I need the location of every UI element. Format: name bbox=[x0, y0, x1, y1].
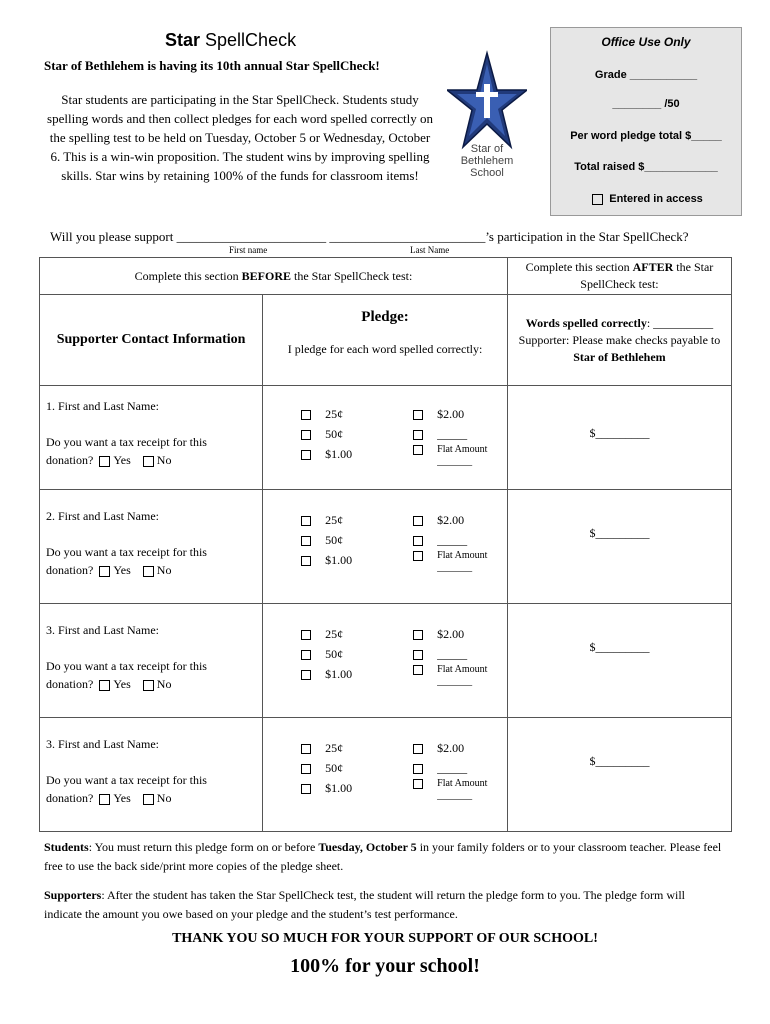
option-1: $1.00 bbox=[325, 667, 353, 681]
checkbox-25c[interactable] bbox=[301, 744, 311, 754]
name-label[interactable]: 1. First and Last Name: bbox=[46, 399, 159, 413]
name-label[interactable]: 2. First and Last Name: bbox=[46, 509, 159, 523]
no-checkbox[interactable] bbox=[143, 566, 154, 577]
entered-label: Entered in access bbox=[609, 193, 703, 205]
pledge-options-cell bbox=[263, 490, 508, 604]
tax-q2: donation? bbox=[46, 453, 94, 467]
before-pre: Complete this section bbox=[134, 268, 242, 283]
logo-line-3: School bbox=[470, 167, 504, 179]
supporters-note bbox=[44, 886, 724, 924]
yes-checkbox[interactable] bbox=[99, 456, 110, 467]
option-25c: 25¢ bbox=[325, 627, 344, 641]
checkbox-2[interactable] bbox=[413, 516, 423, 526]
option-1: $1.00 bbox=[325, 553, 353, 567]
title-rest: SpellCheck bbox=[205, 30, 297, 50]
flat-amount-label: Flat Amount bbox=[437, 664, 488, 675]
yes-checkbox[interactable] bbox=[99, 794, 110, 805]
yes-label: Yes bbox=[113, 791, 131, 805]
name-label[interactable]: 3. First and Last Name: bbox=[46, 623, 159, 637]
checkbox-custom[interactable] bbox=[413, 764, 423, 774]
checkbox-2[interactable] bbox=[413, 744, 423, 754]
option-50c: 50¢ bbox=[325, 427, 344, 441]
pledge-subheading: I pledge for each word spelled correctly: bbox=[287, 342, 483, 356]
after-pre: Complete this section bbox=[525, 260, 633, 274]
office-heading: Office Use Only bbox=[601, 35, 691, 49]
pledge-heading: Pledge: bbox=[361, 309, 409, 325]
pledge-options-cell bbox=[263, 718, 508, 832]
before-bold: BEFORE bbox=[241, 268, 291, 283]
payee-name: Star of Bethlehem bbox=[573, 350, 666, 364]
checkbox-50c[interactable] bbox=[301, 764, 311, 774]
logo-line-2: Bethlehem bbox=[460, 155, 514, 167]
amount-cell bbox=[507, 490, 731, 604]
score-field[interactable]: ________ /50 bbox=[612, 98, 680, 110]
yes-label: Yes bbox=[113, 563, 131, 577]
checkbox-25c[interactable] bbox=[301, 516, 311, 526]
hundred-percent-line: 100% for your school! bbox=[290, 955, 480, 977]
no-checkbox[interactable] bbox=[143, 794, 154, 805]
amount-field[interactable]: $_________ bbox=[589, 754, 650, 768]
before-section-header bbox=[40, 258, 508, 295]
amount-cell bbox=[507, 604, 731, 718]
tax-q2: donation? bbox=[46, 791, 94, 805]
checkbox-50c[interactable] bbox=[301, 430, 311, 440]
yes-checkbox[interactable] bbox=[99, 680, 110, 691]
contact-cell bbox=[40, 718, 263, 832]
words-blank: : __________ bbox=[646, 316, 714, 330]
yes-label: Yes bbox=[113, 677, 131, 691]
tax-q2: donation? bbox=[46, 563, 94, 577]
intro-paragraph: Star students are participating in the Star SpellCheck. Students study spelling words and then collect pledges for each word spelled correctly on the spelling test to be held on Tuesday, October 5 or Wednesday, October 6. This is a win-win proposition. The student wins by improving spelling skills. Star wins by retaining 100% of the funds for classroom items! bbox=[47, 92, 433, 183]
checkbox-25c[interactable] bbox=[301, 630, 311, 640]
checkbox-1[interactable] bbox=[301, 784, 311, 794]
flat-amount-label: Flat Amount bbox=[437, 778, 488, 789]
tax-receipt-question bbox=[46, 771, 262, 807]
total-raised-field[interactable]: Total raised $____________ bbox=[574, 161, 718, 173]
students-note bbox=[44, 838, 724, 876]
flat-amount-blank: _______ bbox=[437, 676, 473, 687]
students-end: in your family folders or to your classroom teacher. Please feel free to use the back side/print more copies of the pledge sheet. bbox=[44, 840, 722, 873]
school-logo bbox=[447, 50, 527, 185]
thank-you-line: THANK YOU SO MUCH FOR YOUR SUPPORT OF OUR SCHOOL! bbox=[172, 931, 598, 946]
checkbox-1[interactable] bbox=[301, 450, 311, 460]
tax-receipt-question bbox=[46, 543, 262, 579]
name-label[interactable]: 3. First and Last Name: bbox=[46, 737, 159, 751]
flat-amount-label: Flat Amount bbox=[437, 444, 488, 455]
support-line[interactable]: Will you please support _______________________ ________________________’s participation in the Star SpellCheck? bbox=[50, 229, 689, 244]
checkbox-50c[interactable] bbox=[301, 650, 311, 660]
students-text: : You must return this pledge form on or before bbox=[88, 840, 319, 854]
supporters-label: Supporters bbox=[44, 888, 102, 902]
flat-amount-label: Flat Amount bbox=[437, 550, 488, 561]
entered-checkbox[interactable] bbox=[592, 194, 603, 205]
checkbox-1[interactable] bbox=[301, 670, 311, 680]
students-label: Students bbox=[44, 840, 89, 854]
logo-line-1: Star of bbox=[470, 143, 504, 155]
checkbox-custom[interactable] bbox=[413, 650, 423, 660]
pledge-options-cell bbox=[263, 604, 508, 718]
words-cell bbox=[507, 295, 731, 386]
checks-payable: Supporter: Please make checks payable to bbox=[518, 333, 721, 347]
no-label: No bbox=[156, 453, 172, 467]
amount-field[interactable]: $_________ bbox=[589, 426, 650, 440]
grade-field[interactable]: Grade ___________ bbox=[594, 69, 698, 81]
before-post: the Star SpellCheck test: bbox=[290, 268, 413, 283]
yes-checkbox[interactable] bbox=[99, 566, 110, 577]
tax-receipt-question bbox=[46, 433, 262, 469]
option-25c: 25¢ bbox=[325, 513, 344, 527]
tax-q1: Do you want a tax receipt for this bbox=[46, 659, 207, 673]
option-25c: 25¢ bbox=[325, 741, 344, 755]
option-custom: _____ bbox=[437, 761, 468, 775]
table-row bbox=[40, 386, 732, 490]
yes-label: Yes bbox=[113, 453, 131, 467]
first-name-label: First name bbox=[229, 245, 268, 255]
amount-cell bbox=[507, 718, 731, 832]
table-row bbox=[40, 604, 732, 718]
checkbox-2[interactable] bbox=[413, 410, 423, 420]
option-50c: 50¢ bbox=[325, 647, 344, 661]
checkbox-flat[interactable] bbox=[413, 779, 423, 789]
tax-q1: Do you want a tax receipt for this bbox=[46, 545, 207, 559]
after-bold: AFTER bbox=[632, 260, 674, 274]
option-1: $1.00 bbox=[325, 447, 353, 461]
words-spelled-line[interactable] bbox=[508, 315, 731, 332]
last-name-label: Last Name bbox=[410, 245, 450, 255]
checkbox-flat[interactable] bbox=[413, 445, 423, 455]
option-50c: 50¢ bbox=[325, 533, 344, 547]
after-post: the Star SpellCheck test: bbox=[580, 260, 714, 291]
checkbox-custom[interactable] bbox=[413, 430, 423, 440]
contact-cell bbox=[40, 386, 263, 490]
flat-amount-blank: _______ bbox=[437, 562, 473, 573]
no-label: No bbox=[156, 791, 172, 805]
contact-heading: Supporter Contact Information bbox=[56, 332, 246, 347]
pledge-options-cell bbox=[263, 386, 508, 490]
flat-amount-blank: _______ bbox=[437, 790, 473, 801]
after-section-header bbox=[507, 258, 731, 295]
option-2: $2.00 bbox=[437, 407, 465, 421]
option-2: $2.00 bbox=[437, 741, 465, 755]
tax-q1: Do you want a tax receipt for this bbox=[46, 435, 207, 449]
option-2: $2.00 bbox=[437, 513, 465, 527]
entered-in-access bbox=[551, 193, 741, 205]
checkbox-flat[interactable] bbox=[413, 665, 423, 675]
table-row bbox=[40, 718, 732, 832]
option-custom: _____ bbox=[437, 533, 468, 547]
pledge-heading-cell bbox=[263, 295, 508, 386]
option-2: $2.00 bbox=[437, 627, 465, 641]
checkbox-2[interactable] bbox=[413, 630, 423, 640]
title-bold: Star bbox=[165, 30, 201, 50]
page-title bbox=[165, 30, 296, 51]
contact-cell bbox=[40, 490, 263, 604]
table-row bbox=[40, 490, 732, 604]
tax-receipt-question bbox=[46, 657, 262, 693]
checkbox-50c[interactable] bbox=[301, 536, 311, 546]
subheading: Star of Bethlehem is having its 10th annual Star SpellCheck! bbox=[44, 58, 380, 73]
option-50c: 50¢ bbox=[325, 761, 344, 775]
option-custom: _____ bbox=[437, 647, 468, 661]
amount-field[interactable]: $_________ bbox=[589, 640, 650, 654]
per-word-total-field[interactable]: Per word pledge total $_____ bbox=[570, 130, 722, 142]
no-checkbox[interactable] bbox=[143, 680, 154, 691]
no-label: No bbox=[156, 677, 172, 691]
checkbox-25c[interactable] bbox=[301, 410, 311, 420]
contact-cell bbox=[40, 604, 263, 718]
amount-field[interactable]: $_________ bbox=[589, 526, 650, 540]
checkbox-custom[interactable] bbox=[413, 536, 423, 546]
checkbox-flat[interactable] bbox=[413, 551, 423, 561]
no-label: No bbox=[156, 563, 172, 577]
checkbox-1[interactable] bbox=[301, 556, 311, 566]
students-date: Tuesday, October 5 bbox=[318, 840, 417, 854]
tax-q2: donation? bbox=[46, 677, 94, 691]
option-25c: 25¢ bbox=[325, 407, 344, 421]
tax-q1: Do you want a tax receipt for this bbox=[46, 773, 207, 787]
office-use-box bbox=[550, 27, 742, 216]
supporters-text: : After the student has taken the Star SpellCheck test, the student will return the pledge form to you. The pledge form will indicate the amount you owe based on your pledge and the student’s test performance. bbox=[44, 888, 685, 921]
no-checkbox[interactable] bbox=[143, 456, 154, 467]
pledge-table bbox=[39, 257, 732, 832]
words-bold: Words spelled correctly bbox=[525, 316, 647, 330]
option-custom: _____ bbox=[437, 427, 468, 441]
contact-heading-cell bbox=[40, 295, 263, 386]
option-1: $1.00 bbox=[325, 781, 353, 795]
star-cross-icon bbox=[447, 50, 527, 185]
flat-amount-blank: _______ bbox=[437, 456, 473, 467]
amount-cell bbox=[507, 386, 731, 490]
